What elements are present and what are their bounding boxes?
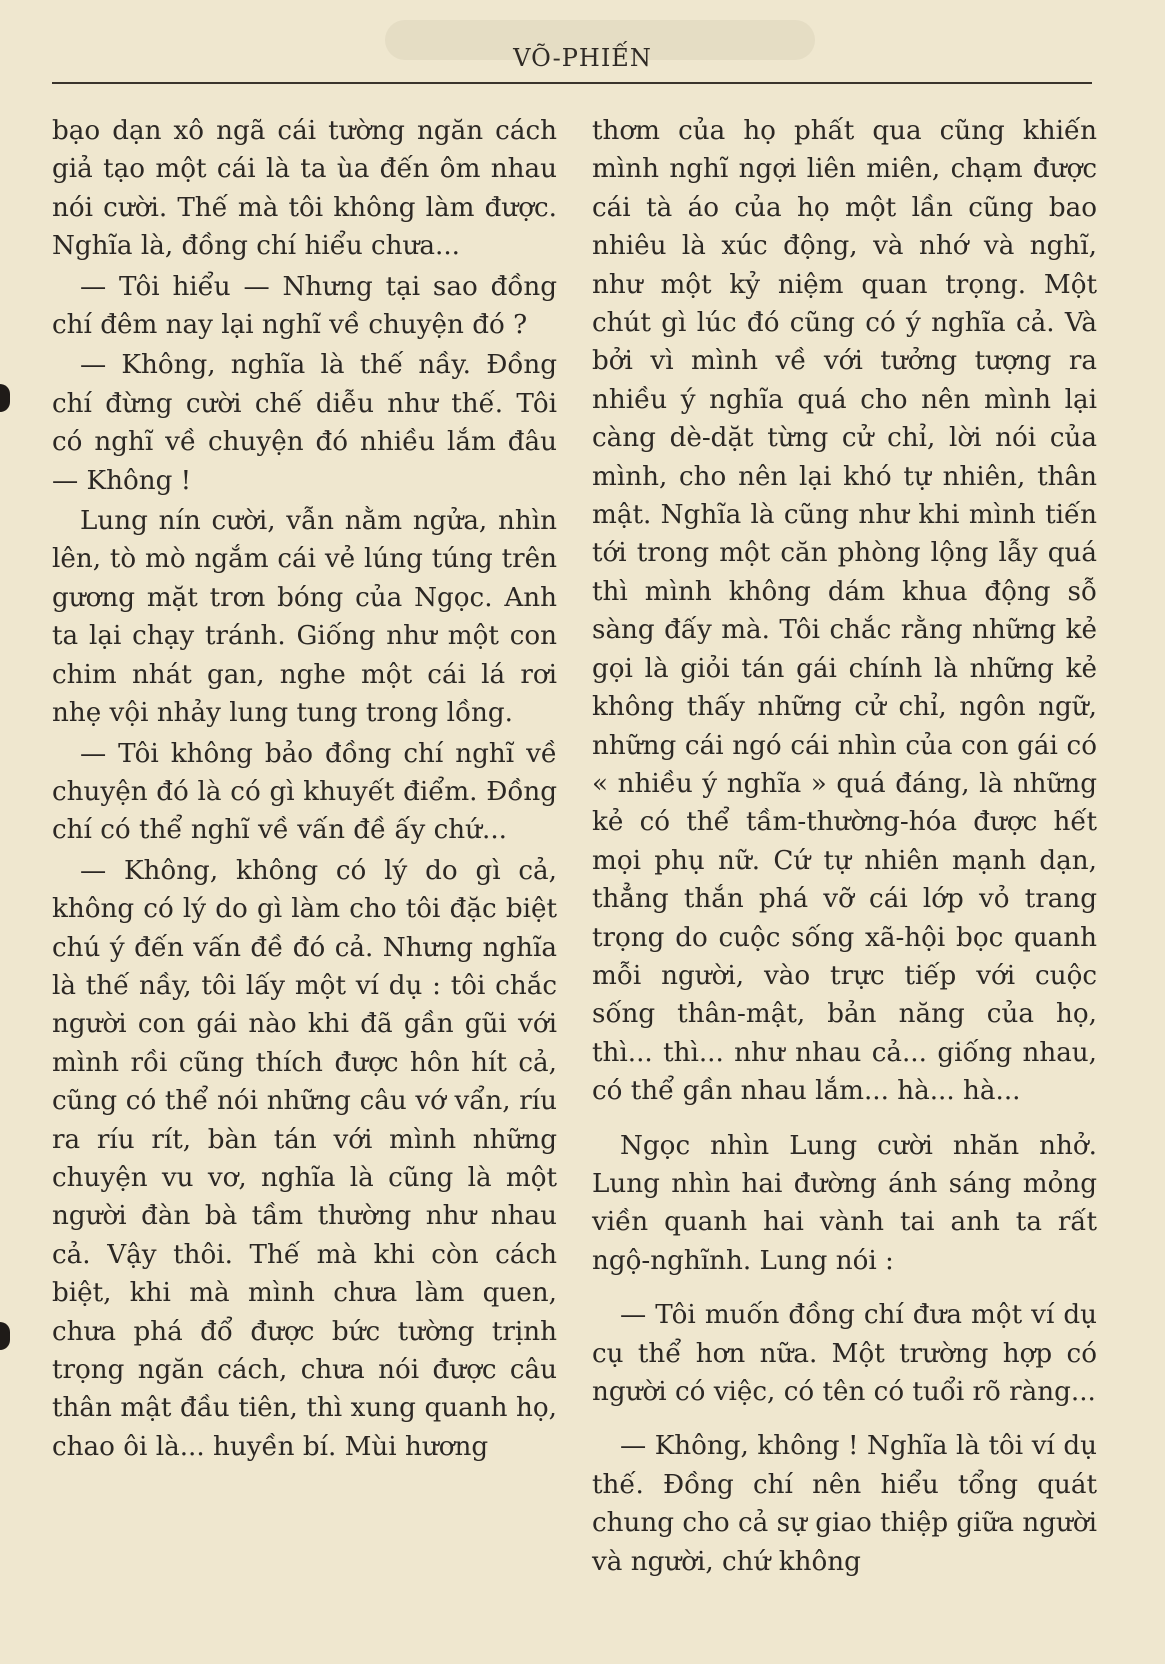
paragraph: thơm của họ phất qua cũng khiến mình nghĩ ngợi liên miên, chạm được cái tà áo của họ một lần cũng bao nhiêu là xúc động, và nhớ và nghĩ, như một kỷ niệm quan trọng. Một chút gì lúc đó cũng có ý nghĩa cả. Và bởi vì mình về với tưởng tượng ra nhiều ý nghĩa quá cho nên mình lại càng dè-dặt từng cử chỉ, lời nói của mình, cho nên lại khó tự nhiên, thân mật. Nghĩa là cũng như khi mình tiến tới trong một căn phòng lộng lẫy quá thì mình không dám khua động sỗ sàng đấy mà. Tôi chắc rằng những kẻ gọi là giỏi tán gái chính là những kẻ không thấy những cử chỉ, ngôn ngữ, những cái ngó cái nhìn của con gái có « nhiều ý nghĩa » quá đáng, là những kẻ có thể tầm-thường-hóa được hết mọi phụ nữ. Cứ tự nhiên mạnh dạn, thẳng thắn phá vỡ cái lớp vỏ trang trọng do cuộc sống xã-hội bọc quanh mỗi người, vào trực tiếp với cuộc sống thân-mật, bản năng của họ, thì... thì... như nhau cả... giống nhau, có thể gần nhau lắm... hà... hà... xyxy=(592,116,1097,1107)
running-header: VÕ-PHIẾN xyxy=(513,44,652,72)
paragraph: bạo dạn xô ngã cái tường ngăn cách giả tạo một cái là ta ùa đến ôm nhau nói cười. Thế mà tôi không làm được. Nghĩa là, đồng chí hiểu chưa... xyxy=(52,116,557,262)
margin-mark xyxy=(0,1322,10,1350)
paragraph: — Không, không ! Nghĩa là tôi ví dụ thế. Đồng chí nên hiểu tổng quát chung cho cả sự giao thiệp giữa người và người, chứ không xyxy=(592,1431,1097,1577)
paragraph: — Tôi không bảo đồng chí nghĩ về chuyện đó là có gì khuyết điểm. Đồng chí có thể nghĩ về vấn đề ấy chứ... xyxy=(52,738,557,846)
paragraph: Ngọc nhìn Lung cười nhăn nhở. Lung nhìn hai đường ánh sáng mỏng viền quanh hai vành tai anh ta rất ngộ-nghĩnh. Lung nói : xyxy=(592,1130,1097,1276)
left-column xyxy=(52,112,557,1466)
paragraph: — Tôi muốn đồng chí đưa một ví dụ cụ thể hơn nữa. Một trường hợp có người có việc, có tên có tuổi rõ ràng... xyxy=(592,1300,1097,1407)
paragraph: — Không, nghĩa là thế nầy. Đồng chí đừng cười chế diễu như thế. Tôi có nghĩ về chuyện đó nhiều lắm đâu — Không ! xyxy=(52,350,557,496)
right-column xyxy=(592,112,1097,1581)
paragraph: Lung nín cười, vẫn nằm ngửa, nhìn lên, tò mò ngắm cái vẻ lúng túng trên gương mặt trơn bóng của Ngọc. Anh ta lại chạy tránh. Giống như một con chim nhát gan, nghe một cái lá rơi nhẹ vội nhảy lung tung trong lồng. xyxy=(52,506,557,729)
paragraph: — Tôi hiểu — Nhưng tại sao đồng chí đêm nay lại nghĩ về chuyện đó ? xyxy=(52,271,557,341)
header-rule xyxy=(52,82,1092,84)
margin-mark xyxy=(0,384,10,412)
paragraph: — Không, không có lý do gì cả, không có lý do gì làm cho tôi đặc biệt chú ý đến vấn đề đó cả. Nhưng nghĩa là thế nầy, tôi lấy một ví dụ : tôi chắc người con gái nào khi đã gần gũi với mình rồi cũng thích được hôn hít cả, cũng có thể nói những câu vớ vẩn, ríu ra ríu rít, bàn tán với mình những chuyện vu vơ, nghĩa là cũng là một người đàn bà tầm thường như nhau cả. Vậy thôi. Thế mà khi còn cách biệt, khi mà mình chưa làm quen, chưa phá đổ được bức tường trịnh trọng ngăn cách, chưa nói được câu thân mật đầu tiên, thì xung quanh họ, chao ôi là... huyền bí. Mùi hương xyxy=(52,855,557,1462)
